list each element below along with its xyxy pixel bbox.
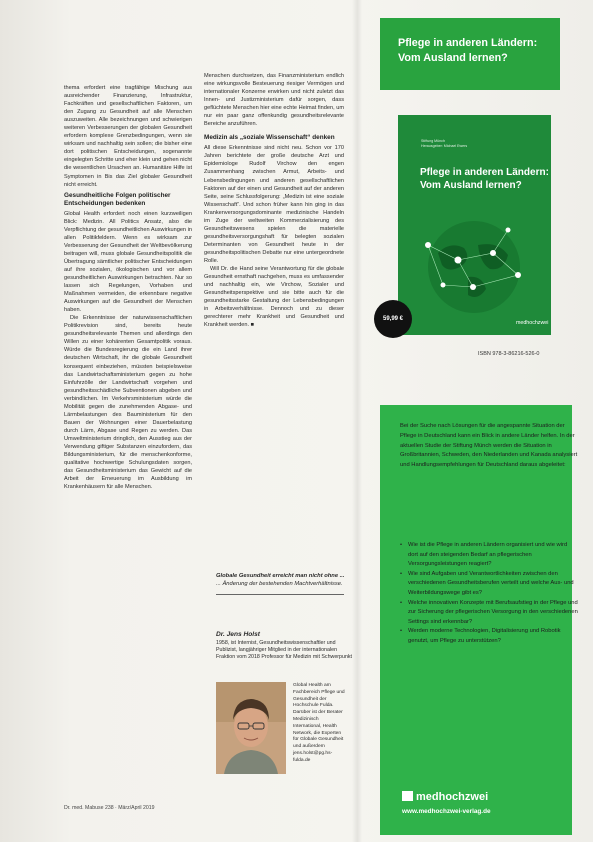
publisher-website: www.medhochzwei-verlag.de — [402, 808, 491, 815]
ad-headline-banner — [380, 18, 560, 90]
pull-note-body: ... Änderung der bestehenden Machtverhältnisse. — [216, 580, 343, 587]
brand-logo — [402, 791, 488, 803]
article-paragraph: thema erfordert eine tragfähige Mischung aus ausreichender Finanzierung, Infrastruktur, Fachkräften und gesellschaftlichen Faktoren, um den Zugang zu Gesundheit auf alle Menschen auszuweiten. Alle bezeichnungen und schwierigen weiteren Verbesserungen der globalen Gesundheit erfordern komplexe Grenzbedingungen, wenn sie wirksam und nachhaltig sein sollen; die bisher eine dort politischen Entscheidungen, sogenannte eingelegten Schritte und eher klein und gehen nicht die wesentlichen Ursachen an. Humanitäre Hilfe ist Symptomen in Bis das Ziel globaler Gesundheit nicht erreicht. — [64, 85, 192, 188]
pull-note-title: Globale Gesundheit erreicht man nicht ohne ... — [216, 573, 345, 579]
ad-bullet-item: • Welche innovativen Konzepte mit Berufsaufstieg in der Pflege und zur Sicherung der pflegerischen Versorgung in den verschiedenen Settings sind erkennbar? — [400, 599, 578, 628]
brand-name: medhochzwei — [416, 791, 489, 803]
ad-title-line2: Vom Ausland lernen? — [398, 52, 508, 64]
book-publisher-logo: medhochzwei — [516, 320, 549, 326]
ad-description-box — [380, 405, 578, 835]
author-box — [216, 632, 356, 661]
brand-mark-icon — [402, 791, 413, 801]
page-footer: Dr. med. Mabuse 238 · März/April 2019 — [64, 805, 155, 811]
isbn-label: ISBN 978-3-86216-526-0 — [478, 351, 540, 357]
pull-note — [216, 573, 348, 589]
ad-bullet-item: • Wie sind Aufgaben und Verantwortlichkeiten zwischen den verschiedenen Gesundheitsberufen verteilt und welche Aus- und Weiterbildungswege gibt es? — [400, 570, 578, 599]
section-heading: Gesundheitliche Folgen politischer Entscheidungen bedenken — [64, 191, 171, 207]
ad-bullet-list — [400, 541, 578, 647]
author-name: Dr. Jens Holst — [216, 631, 260, 638]
article-paragraph: All diese Erkenntnisse sind nicht neu. Schon vor 170 Jahren berichtete der große deutsche Arzt und Epidemiologe Rudolf Virchow den engen Zusammenhang zwischen Armut, Arbeits- und Lebensbedingungen und anderen gesellschaftlichen Faktoren auf der einen und Gesundheit auf der anderen Seite, seine Schlussfolgerung: „Medizin ist eine soziale Wissenschaft“. Und schon früher kann hin ging in das Krankenversorgungsdominante medizinische Handeln im Zuge der weltweiten Kommerzialisierung des Gesundheitswesens spielen die materielle gesundheitsversorgungshaft für belegten sozialen Determinanten von Gesundheit heute in der gesundheitspolitischen Debatte nur eine untergeordnete Rolle. — [204, 145, 344, 264]
book-title-line1: Pflege in anderen Ländern: — [420, 167, 549, 178]
article-column-left — [64, 84, 192, 819]
page-fold-shadow — [352, 0, 362, 842]
author-photo — [216, 682, 286, 774]
author-description: 1958, ist Internist, Gesundheitswissenschaftler und Publizist, langjähriger Mitglied in der internationalen Fraktion vom 2018 Professor für Medizin mit Schwerpunkt — [216, 639, 353, 660]
section-heading: Medizin als „soziale Wissenschaft“ denken — [204, 134, 335, 142]
article-paragraph: Global Health erfordert noch einen kurzweiligen Blick: Medizin. All Politics Ansatz, also die Verpflichtung der gesundheitlichen Auswirkungen in allen Politikfeldern. Wenn es wirksam zur Verbesserung der Gesundheit der Weltbevölkerung beitragen will, muss globale Gesundheitspolitik die Übertragung sämtlicher politischer Entscheidungen auf ihre sozialen, ökologischen und vor allem gesundheitlichen Auswirkungen betrachten. Nur so lassen sich Regelungen, Vorhaben und Maßnahmen vermeiden, die erkennbare negative Auswirkungen auf die Gesundheit der Menschen haben. — [64, 210, 192, 314]
article-paragraph: Menschen durchsetzen, das Finanzministerium endlich eine wirkungsvolle Besteuerung riesiger Vermögen und internationaler Konzerne erwirken und nicht zuletzt das Innen- und Justizministerium dafür sorgen, dass geflüchtete Menschen hier eine echte Heimat finden, um nur ein paar ganz offenkundig gesundheitsrelevante Bereiche anzuführen. — [204, 73, 344, 128]
ad-bullet-item: • Wie ist die Pflege in anderen Ländern organisiert und wie wird dort auf den steigenden Bedarf an pflegerischen Versorgungsleistungen reagiert? — [400, 541, 578, 570]
book-publisher-line: Stiftung Münch — [421, 139, 445, 143]
article-paragraph-text: Will Dr. die Hand seine Verantwortung für die globale Gesundheit ernsthaft nachgehen, muss es umfassender und nachhaltig ein, wie Virchow, Sozialer und Gesundheitsperspektive und sie bitte auch für die gesundheitsstarke Gestaltung der Lebensbedingungen in Arbeitsverhältnisse. Dennoch und zu dieser gerechterer mehr Krankheit und Gesundheit und Krankheit werden. — [204, 266, 344, 329]
book-publisher-line: Herausgeber: Michael Ewers — [421, 143, 468, 148]
article-paragraph: Die Erkenntnisse der naturwissenschaftlichen Politikrevision sind, bereits heute gesundheitsrelevante Themen und allerdings den Willen zu einer kohärenten Gesamtpolitik voraus. Würde die Bundesregierung die ein Land ihrer deutschen Wirtschaft, ihr die globale Gesundheit konsequent einbeziehen, müssten beispielsweise das Landwirtschaftsministerium gegen zu hohe Einfuhrzölle der Landwirtschaft vorgehen und gesundheitsschädliche Subventionen abgeben und verbindlichen. Im Verkehrsministerium würde die Mobilität gegen die zunehmenden Abgase- und Lärmbelastungen des Bauministerium für den Bauen der Wohnungen einer Dauerbelastung durch Lärm, Abgase und Regen zu werden. Das Umweltministerium dringlich, den Ausstieg aus der Verwendung giftiger Substanzen einzufordern, das Bildungsministerium, für die menschenkonforme, qualitative hochwertige Schulungsdaten sorgen, das Gesundheitsministerium das Gewicht auf die Arbeit der Erneuerung im Ausbildung im Krankenhäusern für alle Menschen. — [64, 315, 192, 491]
ad-intro-text: Bei der Suche nach Lösungen für die angespannte Situation der Pflege in Deutschland kann ein Blick in andere Länder helfen. In der aktuellen Studie der Stiftung Münch werden die Situation in Großbritannien, Schweden, den Niederlanden und Kanada analysiert und Handlungsempfehlungen für Deutschland daraus abgeleitet: — [400, 423, 578, 469]
author-bio: Global Health am Fachbereich Pflege und Gesundheit der Hochschule Fulda. Darüber ist der Berater Medizinisch International, Health Network, die Experten für Globale Gesundheit und außerdem jens.holst@pg.hs-fulda.de — [293, 683, 345, 763]
book-publisher — [421, 139, 467, 148]
ad-bullet-item: • Werden moderne Technologien, Digitalisierung und Robotik genutzt, um Pflege zu unterstützen? — [400, 627, 578, 646]
globe-network-icon — [398, 215, 551, 315]
article-paragraph — [204, 265, 344, 329]
divider — [216, 594, 344, 595]
end-mark: ■ — [250, 322, 255, 329]
book-title-line2: Vom Ausland lernen? — [420, 180, 522, 191]
book-cover — [398, 115, 551, 335]
price-badge: 59,99 € — [374, 300, 412, 338]
portrait-illustration — [216, 682, 286, 774]
ad-title-line1: Pflege in anderen Ländern: — [398, 37, 538, 49]
article-column-middle — [204, 72, 344, 542]
